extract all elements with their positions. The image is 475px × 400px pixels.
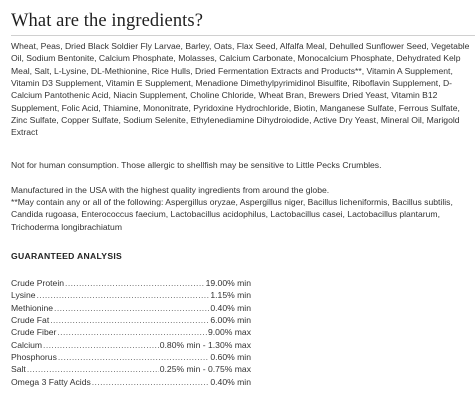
- analysis-value: 0.25% min - 0.75% max: [159, 364, 251, 375]
- analysis-row-omega-3: [11, 376, 251, 388]
- analysis-label: Crude Fiber: [11, 327, 57, 338]
- analysis-row-phosphorus: [11, 351, 251, 363]
- leader-dots: [92, 376, 210, 388]
- allergy-disclaimer: Not for human consumption. Those allergic to shellfish may be sensitive to Little Pecks Crumbles.: [11, 160, 382, 170]
- analysis-label: Lysine: [11, 290, 36, 301]
- analysis-label: Crude Protein: [11, 278, 65, 288]
- leader-dots: [37, 289, 210, 301]
- heading-divider: [11, 35, 475, 36]
- analysis-label: Phosphorus: [11, 352, 57, 363]
- analysis-label: Salt: [11, 364, 26, 375]
- leader-dots: [57, 326, 207, 338]
- analysis-value: 6.00% min: [210, 315, 251, 326]
- analysis-label: Methionine: [11, 302, 54, 313]
- analysis-row-methionine: [11, 302, 251, 314]
- ingredients-list: Wheat, Peas, Dried Black Soldier Fly Larvae, Barley, Oats, Flax Seed, Alfalfa Meal, Dehulled Sunflower Seed, Vegetable Oil, Sodium Bentonite, Calcium Phosphate, Molasses, Calcium Carbonate, Monocalcium Phosphate, Dehydrated Kelp Meal, Salt, L-Lysine, DL-Methionine, Rice Hulls, Dried Fermentation Extracts and Products**, Vitamin A Supplement, Vitamin D3 Supplement, Vitamin E Supplement, Menadione Dimethylpyrimidinol Bisulfite, Riboflavin Supplement, D-Calcium Pantothenic Acid, Niacin Supplement, Choline Chloride, Wheat Bran, Brewers Dried Yeast, Vitamin B12 Supplement, Folic Acid, Thiamine, Mononitrate, Pyridoxine Hydrochloride, Biotin, Manganese Sulfate, Ferrous Sulfate, Zinc Sulfate, Copper Sulfate, Sodium Selenite, Ethylenediamine Dihydroiodide, Active Dry Yeast, Mineral Oil, Marigold Extract: [11, 41, 470, 138]
- may-contain-note: **May contain any or all of the following: Aspergillus oryzae, Aspergillus niger, Bacillus licheniformis, Bacillus subtilis, Candida rugoasa, Enterococcus faecium, Lactobacillus acidophilus, Lactobacillus casei, Lactobacillus plantarum, Trichoderma longibrachiatum: [11, 197, 453, 232]
- analysis-row-salt: [11, 363, 251, 375]
- leader-dots: [50, 314, 209, 326]
- analysis-value: 0.40% min: [210, 302, 251, 313]
- guaranteed-analysis-table: [11, 277, 251, 388]
- section-heading: What are the ingredients?: [11, 11, 204, 31]
- leader-dots: [27, 363, 159, 375]
- leader-dots: [54, 302, 209, 314]
- analysis-label: Calcium: [11, 339, 43, 350]
- analysis-value: 19.00% min: [205, 278, 251, 288]
- leader-dots: [58, 351, 210, 363]
- analysis-row-calcium: [11, 339, 251, 351]
- analysis-label: Crude Fat: [11, 315, 50, 326]
- analysis-row-crude-protein: [11, 277, 251, 289]
- analysis-value: 0.40% min: [210, 376, 251, 387]
- analysis-value: 0.60% min: [210, 352, 251, 363]
- analysis-value: 1.15% min: [210, 290, 251, 301]
- leader-dots: [65, 277, 205, 289]
- analysis-row-crude-fat: [11, 314, 251, 326]
- analysis-value: 9.00% max: [208, 327, 251, 338]
- leader-dots: [43, 339, 159, 351]
- analysis-value: 0.80% min - 1.30% max: [159, 339, 251, 350]
- guaranteed-analysis-title: GUARANTEED ANALYSIS: [11, 251, 123, 261]
- heading-row: [11, 11, 473, 32]
- analysis-label: Omega 3 Fatty Acids: [11, 376, 91, 387]
- manufacturing-note: Manufactured in the USA with the highest quality ingredients from around the globe.: [11, 185, 330, 195]
- analysis-row-crude-fiber: [11, 326, 251, 338]
- analysis-row-lysine: [11, 289, 251, 301]
